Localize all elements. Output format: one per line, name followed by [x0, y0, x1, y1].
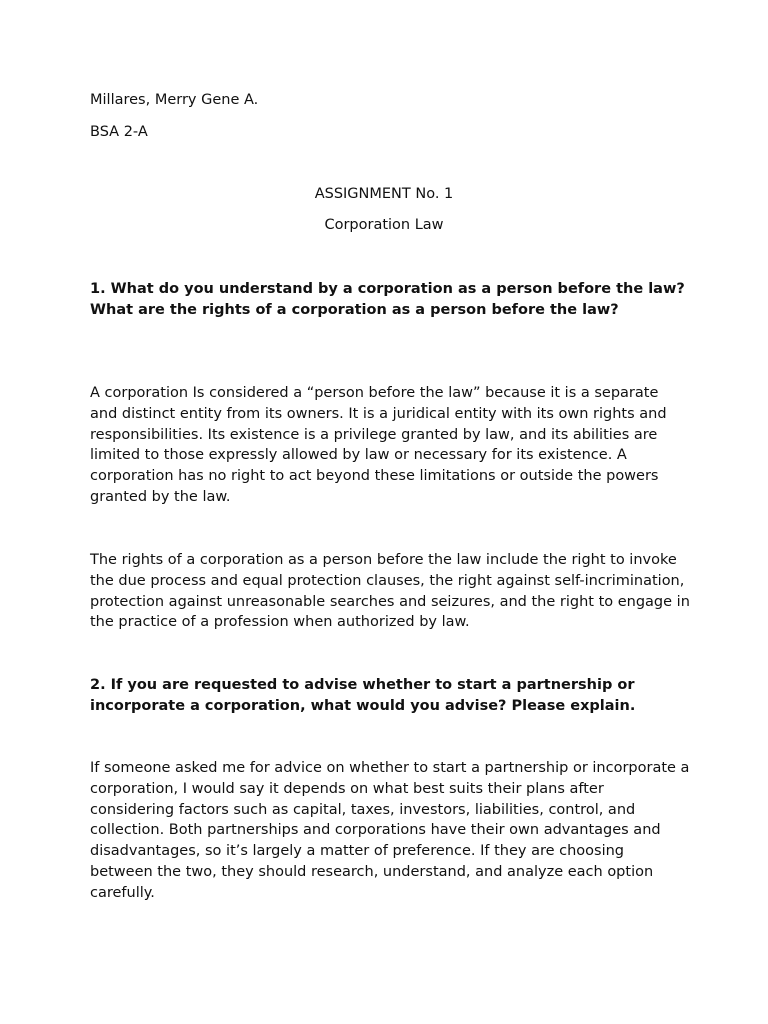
answer-2-paragraph-1: If someone asked me for advice on whether to start a partnership or incorporate a corporation, I would say it depends on what best suits their plans after considering factors such as capital, taxes, investors, liabilities, control, and collection. Both partnerships and corporations have their own advantages and disadvantages, so it’s largely a matter of preference. If they are choosing between the two, they should research, understand, and analyze each option carefully.	[90, 760, 690, 901]
subject-title: Corporation Law	[324, 217, 444, 233]
student-section: BSA 2-A	[90, 124, 148, 140]
student-name: Millares, Merry Gene A.	[90, 92, 259, 108]
answer-1-paragraph-1: A corporation Is considered a “person before the law” because it is a separate and distinct entity from its owners. It is a juridical entity with its own rights and responsibilities. Its existence is a privilege granted by law, and its abilities are limited to those expressly allowed by law or necessary for its existence. A corporation has no right to act beyond these limitations or outside the powers granted by the law.	[90, 385, 667, 505]
answer-1-paragraph-2: The rights of a corporation as a person before the law include the right to invoke the due process and equal protection clauses, the right against self-incrimination, protection against unreasonable searches and seizures, and the right to engage in the practice of a profession when authorized by law.	[90, 552, 690, 631]
question-2: 2. If you are requested to advise whether to start a partnership or incorporate a corporation, what would you advise? Please explain.	[90, 677, 636, 714]
question-1: 1. What do you understand by a corporation as a person before the law? What are the rights of a corporation as a person before the law?	[90, 281, 685, 318]
assignment-title: ASSIGNMENT No. 1	[314, 186, 454, 202]
